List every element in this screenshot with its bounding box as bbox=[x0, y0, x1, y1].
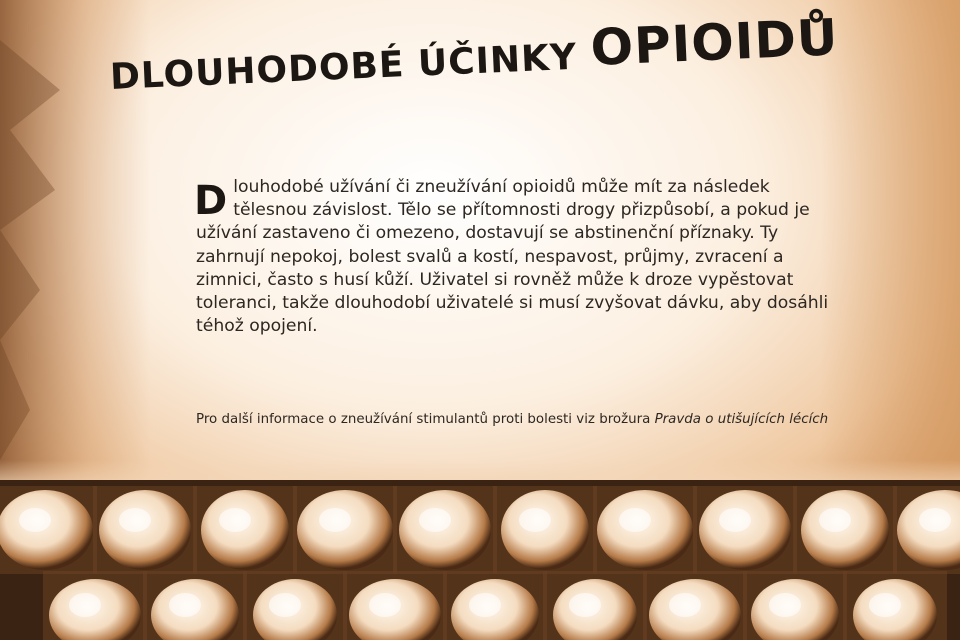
pill-highlight bbox=[819, 508, 851, 532]
pill-highlight bbox=[19, 508, 51, 532]
pill-highlight bbox=[869, 593, 901, 617]
title-part-1: DLOUHODOBÉ ÚČINKY bbox=[109, 36, 578, 99]
pill-image bbox=[297, 490, 393, 570]
pill-highlight bbox=[269, 593, 301, 617]
pill-highlight bbox=[169, 593, 201, 617]
pill-highlight bbox=[319, 508, 351, 532]
main-paragraph bbox=[196, 176, 836, 338]
pill-highlight bbox=[219, 508, 251, 532]
pill-highlight bbox=[519, 508, 551, 532]
title-part-2: OPIOIDŮ bbox=[589, 8, 840, 78]
pill-image bbox=[501, 490, 589, 570]
paragraph-text: louhodobé užívání či zneužívání opioidů může mít za následek tělesnou závislost. Tělo se přítomnosti drogy přizpůsobí, a pokud je užívání zastaveno či omezeno, dostavují se abstinenční příznaky. Ty zahrnují nepokoj, bolest svalů a kostí, nespavost, průjmy, zvracení a zimnici, často s husí kůží. Uživatel si rovněž může k droze vypěstovat toleranci, takže dlouhodobí uživatelé si musí zvyšovat dávku, aby dosáhli téhož opojení. bbox=[196, 177, 829, 337]
pill-image bbox=[597, 490, 693, 570]
footnote bbox=[196, 411, 916, 429]
pill-image bbox=[801, 490, 889, 570]
pill-highlight bbox=[419, 508, 451, 532]
pill-image bbox=[201, 490, 289, 570]
pill-highlight bbox=[69, 593, 101, 617]
pill-image bbox=[699, 490, 791, 570]
pill-image bbox=[0, 490, 93, 570]
pill-image bbox=[399, 490, 491, 570]
pill-image bbox=[99, 490, 191, 570]
pill-highlight bbox=[619, 508, 651, 532]
footnote-text: Pro další informace o zneužívání stimulantů proti bolesti viz brožura bbox=[196, 412, 655, 427]
pill-highlight bbox=[369, 593, 401, 617]
pill-highlight bbox=[119, 508, 151, 532]
pill-highlight bbox=[569, 593, 601, 617]
pill-highlight bbox=[769, 593, 801, 617]
drop-cap: D bbox=[194, 178, 228, 224]
footnote-booklet-title: Pravda o utišujících lécích bbox=[654, 412, 829, 427]
pill-highlight bbox=[469, 593, 501, 617]
pill-highlight bbox=[719, 508, 751, 532]
pill-highlight bbox=[669, 593, 701, 617]
pill-highlight bbox=[919, 508, 951, 532]
